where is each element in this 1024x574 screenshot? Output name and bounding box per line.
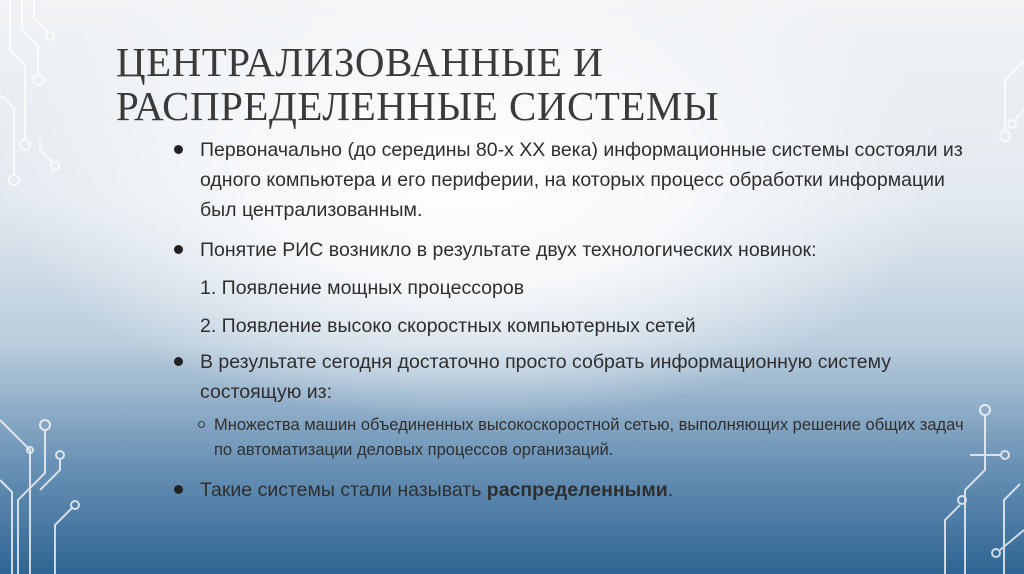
bullet-item <box>174 235 974 265</box>
numbered-item: 2. Появление высоко скоростных компьютерных сетей <box>200 315 696 337</box>
bullet-text: Первоначально (до середины 80-х XX века) информационные системы состояли из одного компьютера и его периферии, на которых процесс обработки информации был централизованным. <box>200 139 963 221</box>
bullet-item <box>174 135 974 225</box>
bullet-dot-icon <box>174 245 183 254</box>
sub-bullet-item <box>174 413 974 463</box>
bullet-text: Понятие РИС возникло в результате двух технологических новинок: <box>200 239 817 261</box>
sub-bullet-text: Множества машин объединенных высокоскоростной сетью, выполняющих решение общих задач по автоматизации деловых процессов организаций. <box>214 416 964 459</box>
slide-content <box>174 135 974 505</box>
slide-title: ЦЕНТРАЛИЗОВАННЫЕ И РАСПРЕДЕЛЕННЫЕ СИСТЕМЫ <box>116 39 720 129</box>
hollow-circle-icon <box>198 421 205 428</box>
bullet-dot-icon <box>174 357 183 366</box>
bullet-text: В результате сегодня достаточно просто собрать информационную систему состоящую из: <box>200 351 892 403</box>
bullet-text-before: Такие системы стали называть <box>200 479 487 501</box>
bullet-text-after: . <box>667 479 674 501</box>
bullet-dot-icon <box>174 145 183 154</box>
bullet-text-bold: распределенными <box>486 479 668 501</box>
bullet-item <box>174 475 974 505</box>
numbered-item: 1. Появление мощных процессоров <box>200 277 525 299</box>
bullet-item <box>174 347 974 407</box>
bullet-dot-icon <box>174 485 183 494</box>
